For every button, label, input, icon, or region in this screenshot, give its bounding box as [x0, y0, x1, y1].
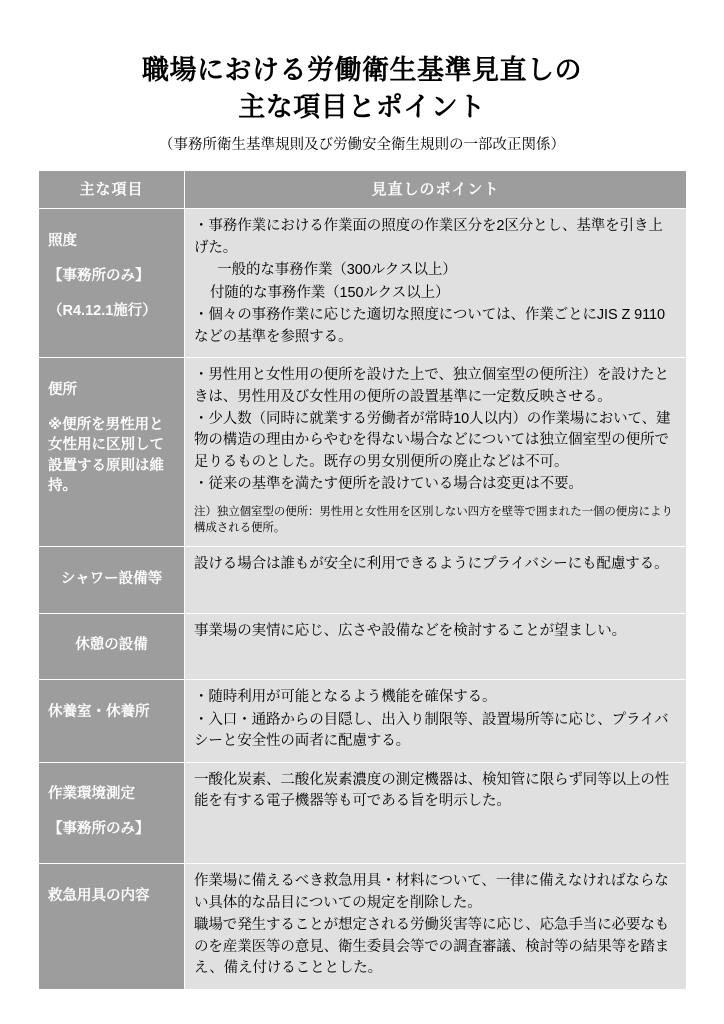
row-label-line: 照度 [48, 232, 77, 249]
body-line: 一酸化炭素、二酸化炭素濃度の測定機器は、検知管に限らず同等以上の性能を有する電子機器等も可である旨を明示した。 [194, 771, 670, 810]
row-label-line: 【事務所のみ】 [48, 821, 150, 838]
row-label-line: （R4.12.1施行） [48, 303, 157, 319]
body-line: 作業場に備えるべき救急用具・材料について、一律に備えなければならない具体的な品目についての規定を削除した。 [194, 873, 669, 911]
row-label-line: 休憩の設備 [75, 637, 148, 654]
title-block [38, 0, 686, 154]
row-label-shower [39, 547, 185, 614]
body-line: ・男性用と女性用の便所を設けた上で、独立個室型の便所注）を設けたときは、男性用及び女性用の便所の設置基準に一定数反映させる。 [194, 367, 669, 405]
row-label-line: シャワー設備等 [60, 570, 163, 587]
row-label-line: ※便所を男性用と女性用に区別して設置する原則は維持。 [48, 416, 164, 495]
column-header-item: 主な項目 [39, 171, 185, 209]
row-label-first-aid-kit [39, 864, 185, 989]
row-label-rest-facility [39, 613, 185, 680]
row-label-line: 【事務所のみ】 [48, 267, 150, 284]
table-row [39, 762, 687, 864]
table-row [39, 613, 687, 680]
body-line: ・入口・通路からの目隠し、出入り制限等、設置場所等に応じ、プライバシーと安全性の両者に配慮する。 [194, 711, 669, 750]
table-row [39, 209, 687, 358]
body-line: 設ける場合は誰もが安全に利用できるようにプライバシーにも配慮する。 [194, 556, 669, 573]
body-line: ・事務作業における作業面の照度の作業区分を2区分とし、基準を引き上げた。 [194, 218, 663, 256]
row-label-illuminance [39, 209, 185, 358]
row-body-environment-measurement [185, 762, 687, 864]
revision-summary-table [38, 170, 687, 989]
table-row [39, 864, 687, 989]
body-line: 一般的な事務作業（300ルクス以上） [217, 262, 457, 279]
body-line: ・随時利用が可能となるよう機能を確保する。 [194, 689, 497, 706]
body-line: ・個々の事務作業に応じた適切な照度については、作業ごとにJIS Z 9110などの基準を参照する。 [194, 307, 665, 345]
table-row [39, 358, 687, 547]
body-line: ・従来の基準を満たす便所を設けている場合は変更は不要。 [194, 476, 583, 493]
row-body-toilets [185, 358, 687, 547]
row-body-first-aid-kit [185, 864, 687, 989]
row-label-line: 便所 [48, 381, 77, 398]
row-body-shower [185, 547, 687, 614]
body-line: 事業場の実情に応じ、広さや設備などを検討することが望ましい。 [194, 622, 626, 639]
body-line: 付随的な事務作業（150ルクス以上） [209, 284, 450, 301]
row-label-toilets [39, 358, 185, 547]
table-row [39, 680, 687, 762]
page-title-line-1: 職場における労働衛生基準見直しの [142, 55, 582, 85]
body-line: ・少人数（同時に就業する労働者が常時10人以内）の作業場において、建物の構造の理由からやむを得ない場合などについては独立個室型の便所で足りるものとした。既存の男女別便所の廃止などは不可。 [194, 410, 671, 470]
row-label-line: 作業環境測定 [48, 786, 135, 803]
column-header-points: 見直しのポイント [185, 171, 687, 209]
table-header-row [39, 171, 687, 209]
row-body-rest-facility [185, 613, 687, 680]
page-subtitle: （事務所衛生基準規則及び労働安全衛生規則の一部改正関係） [159, 136, 565, 153]
table-row [39, 547, 687, 614]
row-label-environment-measurement [39, 762, 185, 864]
body-line: 職場で発生することが想定される労働災害等に応じ、応急手当に必要なものを産業医等の意見、衛生委員会等での調査審議、検討等の結果等を踏まえ、備え付けることとした。 [194, 917, 670, 977]
body-footnote: 注）独立個室型の便所：男性用と女性用を区別しない四方を壁等で囲まれた一個の便房により構成される便所。 [194, 505, 673, 535]
page-title-line-2: 主な項目とポイント [238, 92, 486, 123]
row-body-recuperation-room [185, 680, 687, 762]
row-label-recuperation-room [39, 680, 185, 762]
row-label-line: 救急用具の内容 [48, 887, 150, 904]
row-label-line: 休養室・休養所 [48, 703, 150, 720]
row-body-illuminance [185, 209, 687, 358]
